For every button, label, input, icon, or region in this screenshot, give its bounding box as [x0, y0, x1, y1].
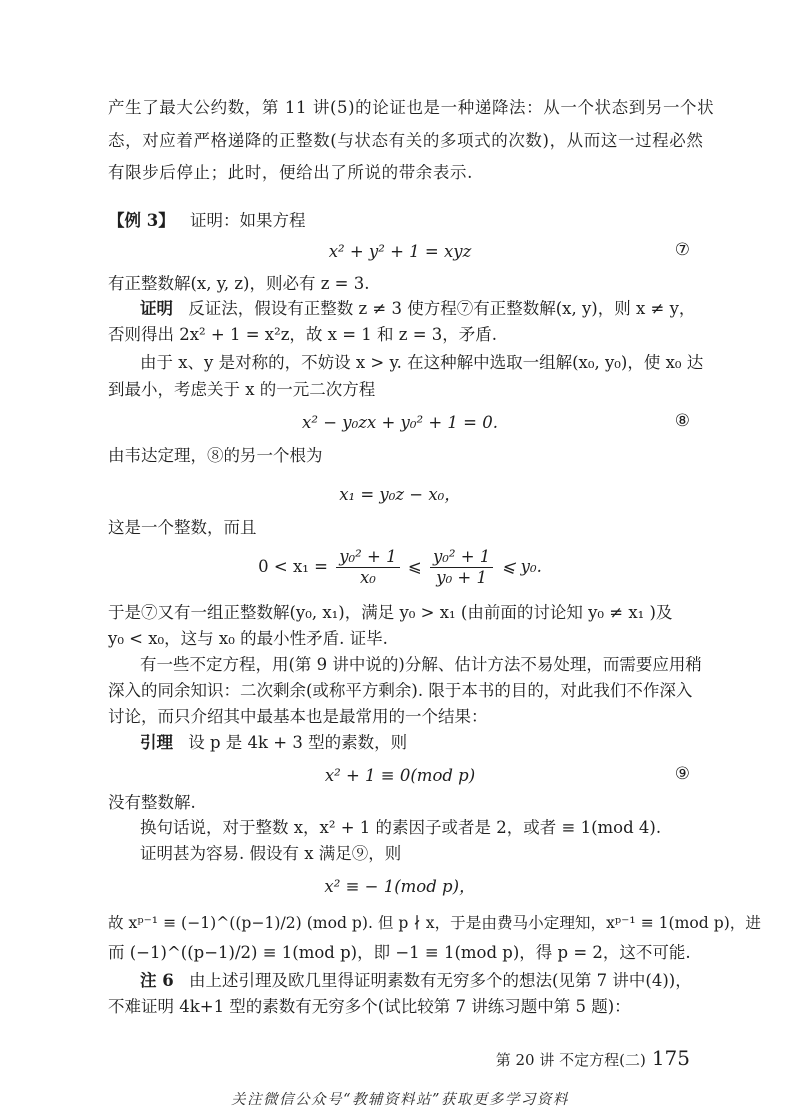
example-3-heading: [108, 210, 305, 232]
text-line: 证明甚为容易. 假设有 x 满足⑨，则: [140, 844, 402, 863]
inequality-right: ⩽ y₀.: [501, 557, 542, 576]
proof-label: 证明: [140, 299, 173, 318]
equation-10: [0, 876, 800, 898]
equation-text: x₁ = y₀z − x₀，: [339, 485, 461, 504]
lemma-label: 引理: [140, 733, 173, 752]
equation-text: x² − y₀zx + y₀² + 1 = 0.: [302, 413, 498, 432]
inequality-left: 0 < x₁ =: [258, 557, 328, 576]
text-line: 讨论，而只介绍其中最基本也是最常用的一个结果：: [108, 707, 488, 726]
equation-text: x² + y² + 1 = xyz: [328, 242, 472, 261]
equation-text: x² + 1 ≡ 0(mod p): [324, 766, 476, 785]
text-line: 有正整数解(x, y, z)，则必有 z = 3.: [108, 274, 370, 293]
example-label: 【例 3】: [108, 211, 175, 230]
text-line: 有一些不定方程，用(第 9 讲中说的)分解、估计方法不易处理，而需要应用稍: [140, 655, 702, 674]
inequality-equation: [0, 547, 800, 588]
proof-text: 反证法，假设有正整数 z ≠ 3 使方程⑦有正整数解(x, y)，则 x ≠ y，: [188, 299, 696, 318]
text-line: 换句话说，对于整数 x，x² + 1 的素因子或者是 2，或者 ≡ 1(mod 4).: [140, 818, 662, 837]
text-line: 有限步后停止；此时，便给出了所说的带余表示.: [108, 163, 473, 182]
fraction-numerator: y₀² + 1: [430, 547, 493, 568]
text-line: 深入的同余知识：二次剩余(或称平方剩余). 限于本书的目的，对此我们不作深入: [108, 681, 693, 700]
fraction-1: [336, 547, 399, 588]
text-line: 产生了最大公约数，第 11 讲(5)的论证也是一种递降法：从一个状态到另一个状: [108, 98, 715, 117]
page-footer: [496, 1046, 690, 1070]
note-text: 由上述引理及欧几里得证明素数有无穷多个的想法(见第 7 讲中(4))，: [188, 971, 692, 990]
text-line: 到最小，考虑关于 x 的一元二次方程: [108, 380, 376, 399]
equation-number: ⑧: [674, 411, 690, 431]
fraction-denominator: x₀: [359, 568, 376, 587]
inequality-sign: ⩽: [407, 557, 422, 576]
lemma-line: [140, 732, 407, 754]
note-line: [140, 970, 692, 992]
text-line: 由于 x、y 是对称的，不妨设 x > y. 在这种解中选取一组解(x₀, y₀)，使 x₀ 达: [140, 353, 704, 372]
fraction-2: [430, 547, 493, 588]
text-line: 不难证明 4k+1 型的素数有无穷多个(试比较第 7 讲练习题中第 5 题)：: [108, 997, 631, 1016]
equation-x1: [0, 484, 800, 506]
equation-number: ⑦: [674, 240, 690, 260]
fraction-numerator: y₀² + 1: [336, 547, 399, 568]
fraction-denominator: y₀ + 1: [436, 568, 487, 587]
text-line: 否则得出 2x² + 1 = x²z，故 x = 1 和 z = 3，矛盾.: [108, 325, 498, 344]
text-line: 由韦达定理，⑧的另一个根为: [108, 446, 323, 465]
lemma-text: 设 p 是 4k + 3 型的素数，则: [188, 733, 408, 752]
text-line: 而 (−1)^((p−1)/2) ≡ 1(mod p)，即 −1 ≡ 1(mod p)，得 p = 2，这不可能.: [108, 943, 691, 962]
text-line: 没有整数解.: [108, 793, 196, 812]
page-number: 175: [651, 1046, 690, 1070]
note-label: 注 6: [140, 971, 174, 990]
text-line: y₀ < x₀，这与 x₀ 的最小性矛盾. 证毕.: [108, 629, 388, 648]
equation-number: ⑨: [674, 764, 690, 784]
text-line: 态，对应着严格递降的正整数(与状态有关的多项式的次数)，从而这一过程必然: [108, 131, 704, 150]
chapter-title: 第 20 讲 不定方程(二): [495, 1051, 646, 1069]
text-line: 这是一个整数，而且: [108, 518, 257, 537]
watermark-text: 关注微信公众号“教辅资料站”获取更多学习资料: [231, 1092, 569, 1108]
text-line: 于是⑦又有一组正整数解(y₀, x₁)，满足 y₀ > x₁ (由前面的讨论知 y₀ ≠ x₁ )及: [108, 603, 673, 622]
example-text: 证明：如果方程: [189, 211, 306, 230]
proof-line: [140, 298, 695, 320]
text-line: 故 xᵖ⁻¹ ≡ (−1)^((p−1)/2) (mod p). 但 p ∤ x，于是由费马小定理知，xᵖ⁻¹ ≡ 1(mod p)，进: [108, 914, 761, 932]
equation-text: x² ≡ − 1(mod p)，: [324, 877, 476, 896]
